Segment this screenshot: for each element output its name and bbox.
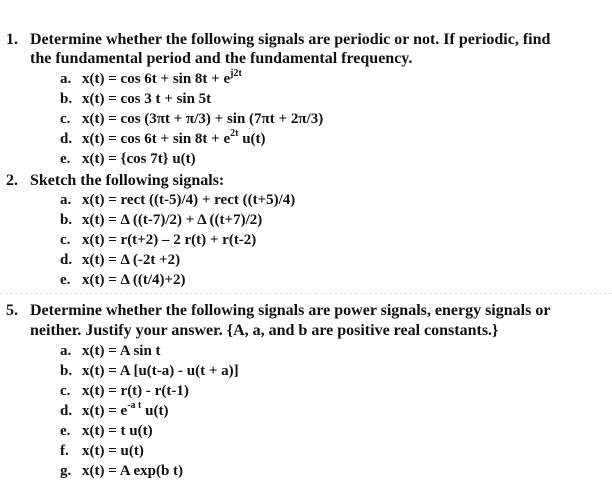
item-expression: x(t) = r(t+2) – 2 r(t) + r(t-2) xyxy=(82,232,257,248)
item-expression: x(t) = u(t) xyxy=(82,443,144,459)
item-expression xyxy=(82,130,266,148)
problem-5-item-f xyxy=(60,442,144,460)
item-label: e. xyxy=(60,272,71,288)
exponent: j2t xyxy=(230,68,242,79)
item-label: f. xyxy=(60,443,69,459)
item-label: a. xyxy=(60,192,72,208)
problem-1-text-line-1: Determine whether the following signals are periodic or not. If periodic, find xyxy=(30,31,551,48)
item-expression: x(t) = {cos 7t} u(t) xyxy=(82,151,196,167)
item-label: c. xyxy=(60,232,71,248)
item-expression: x(t) = Δ ((t/4)+2) xyxy=(82,272,186,288)
item-label: d. xyxy=(60,403,73,419)
item-expression: x(t) = A sin t xyxy=(82,343,161,359)
item-label: e. xyxy=(60,423,71,439)
item-label: e. xyxy=(60,151,71,167)
expression-text: x(t) = cos 6t + sin 8t + e xyxy=(82,131,231,147)
item-label: b. xyxy=(60,212,73,228)
problem-1-item-a xyxy=(60,70,242,88)
exponent: -a t xyxy=(127,400,142,411)
item-label: a. xyxy=(60,71,72,87)
problem-2-item-d xyxy=(60,251,180,269)
item-label: b. xyxy=(60,363,73,379)
problem-1-item-e xyxy=(60,150,196,168)
problem-1-item-d xyxy=(60,130,266,148)
problem-5-item-g xyxy=(60,462,183,480)
item-expression: x(t) = Δ ((t-7)/2) + Δ ((t+7)/2) xyxy=(82,212,263,228)
problem-5-text-line-2: neither. Justify your answer. {A, a, and b are positive real constants.} xyxy=(30,322,499,339)
expression-text: x(t) = e xyxy=(82,403,128,419)
problem-2-number: 2. xyxy=(6,172,18,189)
item-expression: x(t) = rect ((t-5)/4) + rect ((t+5)/4) xyxy=(82,192,296,208)
item-expression xyxy=(82,70,242,88)
problem-2-item-a xyxy=(60,191,295,209)
problem-5-item-d xyxy=(60,402,168,420)
problem-5-number: 5. xyxy=(6,302,18,319)
item-expression: x(t) = t u(t) xyxy=(82,423,153,439)
problem-1-number: 1. xyxy=(6,31,18,48)
problem-5-item-e xyxy=(60,422,153,440)
item-label: a. xyxy=(60,343,72,359)
expression-text-after: u(t) xyxy=(141,403,169,419)
problem-2-item-c xyxy=(60,231,256,249)
problem-5-item-b xyxy=(60,362,239,380)
expression-text-after: u(t) xyxy=(238,131,266,147)
item-label: g. xyxy=(60,463,72,479)
item-expression: x(t) = A exp(b t) xyxy=(82,463,184,479)
item-label: d. xyxy=(60,252,73,268)
item-expression: x(t) = cos 3 t + sin 5t xyxy=(82,91,212,107)
item-expression: x(t) = Δ (-2t +2) xyxy=(82,252,181,268)
item-label: c. xyxy=(60,111,71,127)
problem-5-item-c xyxy=(60,382,189,400)
item-expression: x(t) = A [u(t-a) - u(t + a)] xyxy=(82,363,239,379)
item-label: b. xyxy=(60,91,73,107)
exponent: 2t xyxy=(230,128,239,139)
problem-2-text-line-1: Sketch the following signals: xyxy=(30,172,225,189)
expression-text: x(t) = cos 6t + sin 8t + e xyxy=(82,71,231,87)
section-divider xyxy=(0,293,612,298)
problem-1-text-line-2: the fundamental period and the fundamental frequency. xyxy=(30,50,413,67)
problem-1-item-c xyxy=(60,110,323,128)
problem-2-item-e xyxy=(60,271,186,289)
problem-2-item-b xyxy=(60,211,262,229)
problem-5-item-a xyxy=(60,342,161,360)
problem-5-text-line-1: Determine whether the following signals are power signals, energy signals or xyxy=(30,302,551,319)
item-expression: x(t) = cos (3πt + π/3) + sin (7πt + 2π/3) xyxy=(82,111,324,127)
problem-1-item-b xyxy=(60,90,211,108)
item-label: c. xyxy=(60,383,71,399)
item-label: d. xyxy=(60,131,73,147)
item-expression: x(t) = r(t) - r(t-1) xyxy=(82,383,189,399)
item-expression xyxy=(82,402,168,420)
